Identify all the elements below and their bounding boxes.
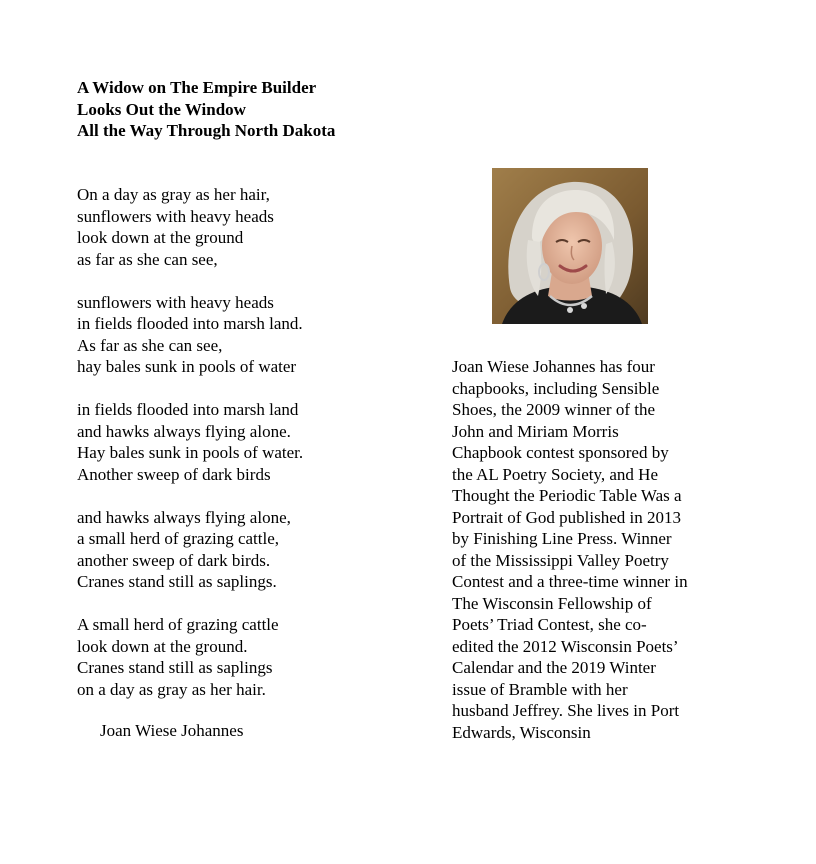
- bio-line: Chapbook contest sponsored by: [452, 443, 669, 462]
- poem-line: and hawks always flying alone.: [77, 421, 291, 441]
- poem-line: look down at the ground.: [77, 636, 248, 656]
- bio-line: of the Mississippi Valley Poetry: [452, 550, 669, 570]
- bio-line: the AL Poetry Society, and He: [452, 464, 659, 484]
- poem-line: on a day as gray as her hair.: [77, 679, 266, 699]
- poem-line: a small herd of grazing cattle,: [77, 529, 280, 548]
- bio-line: chapbooks, including Sensible: [452, 378, 660, 398]
- author-bio: [452, 356, 688, 743]
- bio-line: Joan Wiese Johannes has four: [452, 357, 655, 376]
- stanza: [77, 292, 303, 378]
- bio-line: Shoes, the 2009 winner of the: [452, 400, 656, 419]
- poem-line: Another sweep of dark birds: [77, 464, 271, 484]
- bio-line: John and Miriam Morris: [452, 421, 619, 441]
- poem-line: sunflowers with heavy heads: [77, 292, 274, 312]
- author-signature: Joan Wiese Johannes: [100, 721, 244, 740]
- poem-line: As far as she can see,: [77, 335, 223, 355]
- bio-line: Contest and a three-time winner in: [452, 572, 688, 591]
- poem-line: hay bales sunk in pools of water: [77, 357, 297, 376]
- poem-line: On a day as gray as her hair,: [77, 185, 270, 204]
- bio-line: issue of Bramble with her: [452, 679, 628, 699]
- poem-line: look down at the ground: [77, 228, 244, 247]
- bio-line: Portrait of God published in 2013: [452, 507, 682, 527]
- bio-line: Poets’ Triad Contest, she co-: [452, 615, 647, 634]
- bio-line: by Finishing Line Press. Winner: [452, 529, 672, 548]
- author-portrait-icon: [492, 168, 648, 324]
- title-line: Looks Out the Window: [77, 99, 246, 119]
- stanza: [77, 184, 303, 270]
- stanza: [77, 399, 303, 485]
- poem-line: another sweep of dark birds.: [77, 550, 271, 570]
- title-line: A Widow on The Empire Builder: [77, 78, 317, 97]
- bio-line: The Wisconsin Fellowship of: [452, 593, 652, 613]
- poem-title: [77, 77, 335, 142]
- stanza: [77, 507, 303, 593]
- poem-line: A small herd of grazing cattle: [77, 615, 279, 634]
- bio-line: Calendar and the 2019 Winter: [452, 658, 656, 677]
- title-line: All the Way Through North Dakota: [77, 121, 336, 140]
- bio-line: husband Jeffrey. She lives in Port: [452, 701, 680, 720]
- stanza: [77, 614, 303, 700]
- poem-line: Hay bales sunk in pools of water.: [77, 443, 304, 462]
- bio-line: Edwards, Wisconsin: [452, 722, 591, 742]
- bio-line: edited the 2012 Wisconsin Poets’: [452, 636, 679, 656]
- poem-line: sunflowers with heavy heads: [77, 206, 274, 226]
- poem-line: Cranes stand still as saplings.: [77, 572, 277, 591]
- poem-line: in fields flooded into marsh land.: [77, 314, 303, 333]
- poem-line: Cranes stand still as saplings: [77, 658, 273, 677]
- poem-line: as far as she can see,: [77, 249, 218, 269]
- poem-body: [77, 184, 303, 722]
- poem-line: in fields flooded into marsh land: [77, 400, 299, 419]
- bio-line: Thought the Periodic Table Was a: [452, 486, 682, 505]
- poem-line: and hawks always flying alone,: [77, 507, 291, 527]
